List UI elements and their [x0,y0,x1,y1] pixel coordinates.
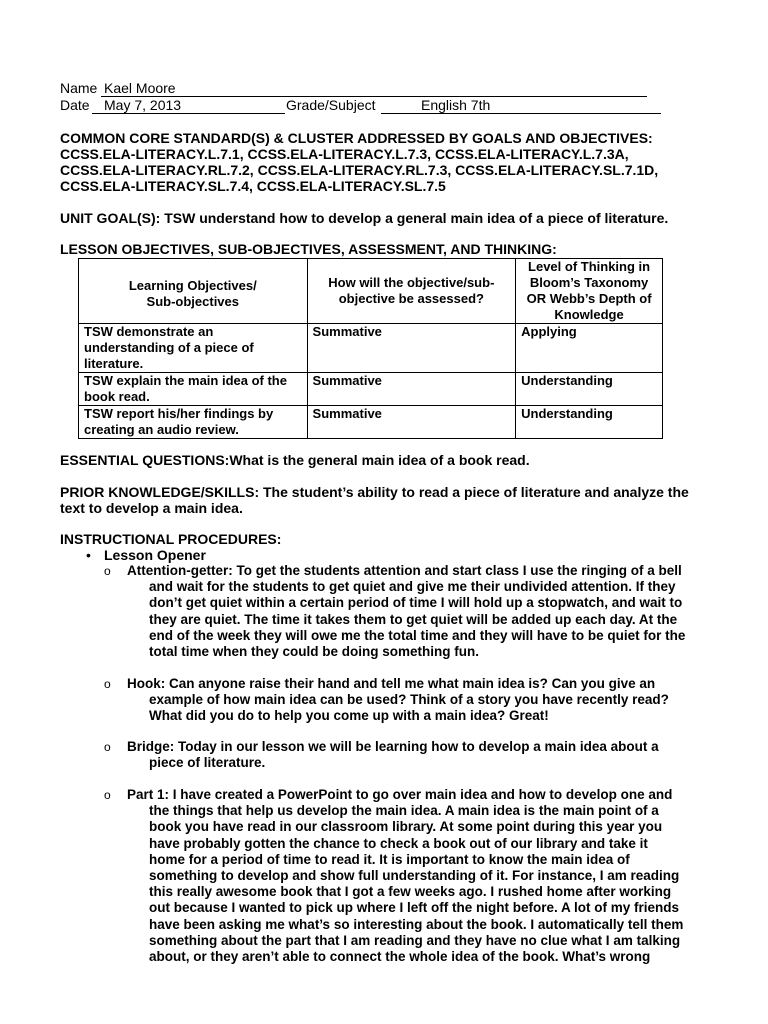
table-row [79,324,663,373]
paragraph-line: Bridge: Today in our lesson we will be learning how to develop a main idea about a [127,739,659,754]
paragraph-line: have probably gotten the chance to check a book out of our library and take it [149,835,648,851]
name-value: Kael Moore [104,80,176,96]
paragraph-line: Hook: Can anyone raise their hand and tell me what main idea is? Can you give an [127,676,656,691]
paragraph-line: end of the week they will owe me the total time and they will have to be quiet for the [149,627,686,643]
part-1-paragraph [127,787,707,965]
paragraph-line: Attention-getter: To get the students attention and start class I use the ringing of a bell [127,563,682,578]
essential-questions: ESSENTIAL QUESTIONS:What is the general main idea of a book read. [60,452,530,468]
attention-getter-paragraph [127,563,707,660]
table-cell: Summative [307,373,516,406]
table-cell: Understanding [516,373,663,406]
table-cell: TSW demonstrate an understanding of a piece of literature. [79,324,308,373]
paragraph-line: total time when they could be doing something fun. [149,644,479,660]
lesson-objectives-heading: LESSON OBJECTIVES, SUB-OBJECTIVES, ASSESSMENT, AND THINKING: [60,241,557,257]
paragraph-line: the things that help us develop the main idea. A main idea is the main point of a [149,803,659,819]
header-text: How will the objective/sub- objective be assessed? [328,275,495,306]
paragraph-line: something about the part that I am reading and they have no clue what I am talking [149,932,681,948]
header-assessment [307,259,516,324]
objectives-table [78,258,663,439]
prior-knowledge-line: text to develop a main idea. [60,500,243,516]
paragraph-line: something to develop and show full understanding of it. For instance, I am reading [149,868,680,884]
paragraph-line: about, or they aren’t able to connect the whole idea of the book. What’s wrong [149,949,651,965]
sub-bullet-icon: o [104,677,111,691]
unit-goal: UNIT GOAL(S): TSW understand how to develop a general main idea of a piece of literature. [60,210,669,226]
paragraph-line: and wait for the students to get quiet and give me their undivided attention. If they [149,579,676,595]
paragraph-line: piece of literature. [149,755,266,771]
procedures-heading: INSTRUCTIONAL PROCEDURES: [60,531,282,547]
table-cell: Applying [516,324,663,373]
date-underline [92,113,285,114]
header-text: Learning Objectives/ Sub-objectives [128,278,257,309]
sub-bullet-icon: o [104,740,111,754]
paragraph-line: book you have read in our classroom library. At some point during this year you [149,819,663,835]
header-level-of-thinking [516,259,663,324]
paragraph-line: Part 1: I have created a PowerPoint to go over main idea and how to develop one and [127,787,673,802]
name-label: Name [60,80,98,96]
lesson-opener-label: Lesson Opener [104,547,206,563]
standards-line: CCSS.ELA-LITERACY.SL.7.4, CCSS.ELA-LITERACY.SL.7.5 [60,178,446,194]
grade-underline [381,113,661,114]
table-header-row [79,259,663,324]
sub-bullet-icon: o [104,788,111,802]
standards-line: CCSS.ELA-LITERACY.L.7.1, CCSS.ELA-LITERACY.L.7.3, CCSS.ELA-LITERACY.L.7.3A, [60,146,629,162]
table-cell: TSW explain the main idea of the book read. [79,373,308,406]
standards-heading: COMMON CORE STANDARD(S) & CLUSTER ADDRESSED BY GOALS AND OBJECTIVES: [60,130,653,146]
table-cell: Understanding [516,406,663,439]
sub-bullet-icon: o [104,564,111,578]
bullet-icon: • [86,547,91,563]
table-row [79,373,663,406]
header-learning-objectives [79,259,308,324]
prior-knowledge-line: PRIOR KNOWLEDGE/SKILLS: The student’s ability to read a piece of literature and analyze the [60,484,689,500]
hook-paragraph [127,676,707,725]
paragraph-line: What did you do to help you come up with a main idea? Great! [149,708,549,724]
table-cell: Summative [307,324,516,373]
date-value: May 7, 2013 [104,97,182,113]
table-row [79,406,663,439]
paragraph-line: home for a period of time to read it. It is important to know the main idea of [149,851,630,867]
table-cell: TSW report his/her findings by creating an audio review. [79,406,308,439]
grade-label: Grade/Subject [286,97,376,113]
paragraph-line: have been asking me what’s so interesting about the book. I automatically tell them [149,916,684,932]
paragraph-line: out because I wanted to pick up where I left off the night before. A lot of my friends [149,900,680,916]
date-label: Date [60,97,90,113]
grade-value: English 7th [421,97,491,113]
paragraph-line: they are quiet. The time it takes them to get quiet will be added up each day. At the [149,611,678,627]
paragraph-line: this really awesome book that I got a few weeks ago. I rushed home after working [149,884,672,900]
paragraph-line: don’t get quiet within a certain period of time I will hold up a stopwatch, and wait to [149,595,683,611]
bridge-paragraph [127,739,707,771]
header-text: Level of Thinking in Bloom’s Taxonomy OR Webb’s Depth of Knowledge [526,259,652,322]
paragraph-line: example of how main idea can be used? Think of a story you have recently read? [149,692,669,708]
table-cell: Summative [307,406,516,439]
standards-line: CCSS.ELA-LITERACY.RL.7.2, CCSS.ELA-LITERACY.RL.7.3, CCSS.ELA-LITERACY.SL.7.1D, [60,162,659,178]
